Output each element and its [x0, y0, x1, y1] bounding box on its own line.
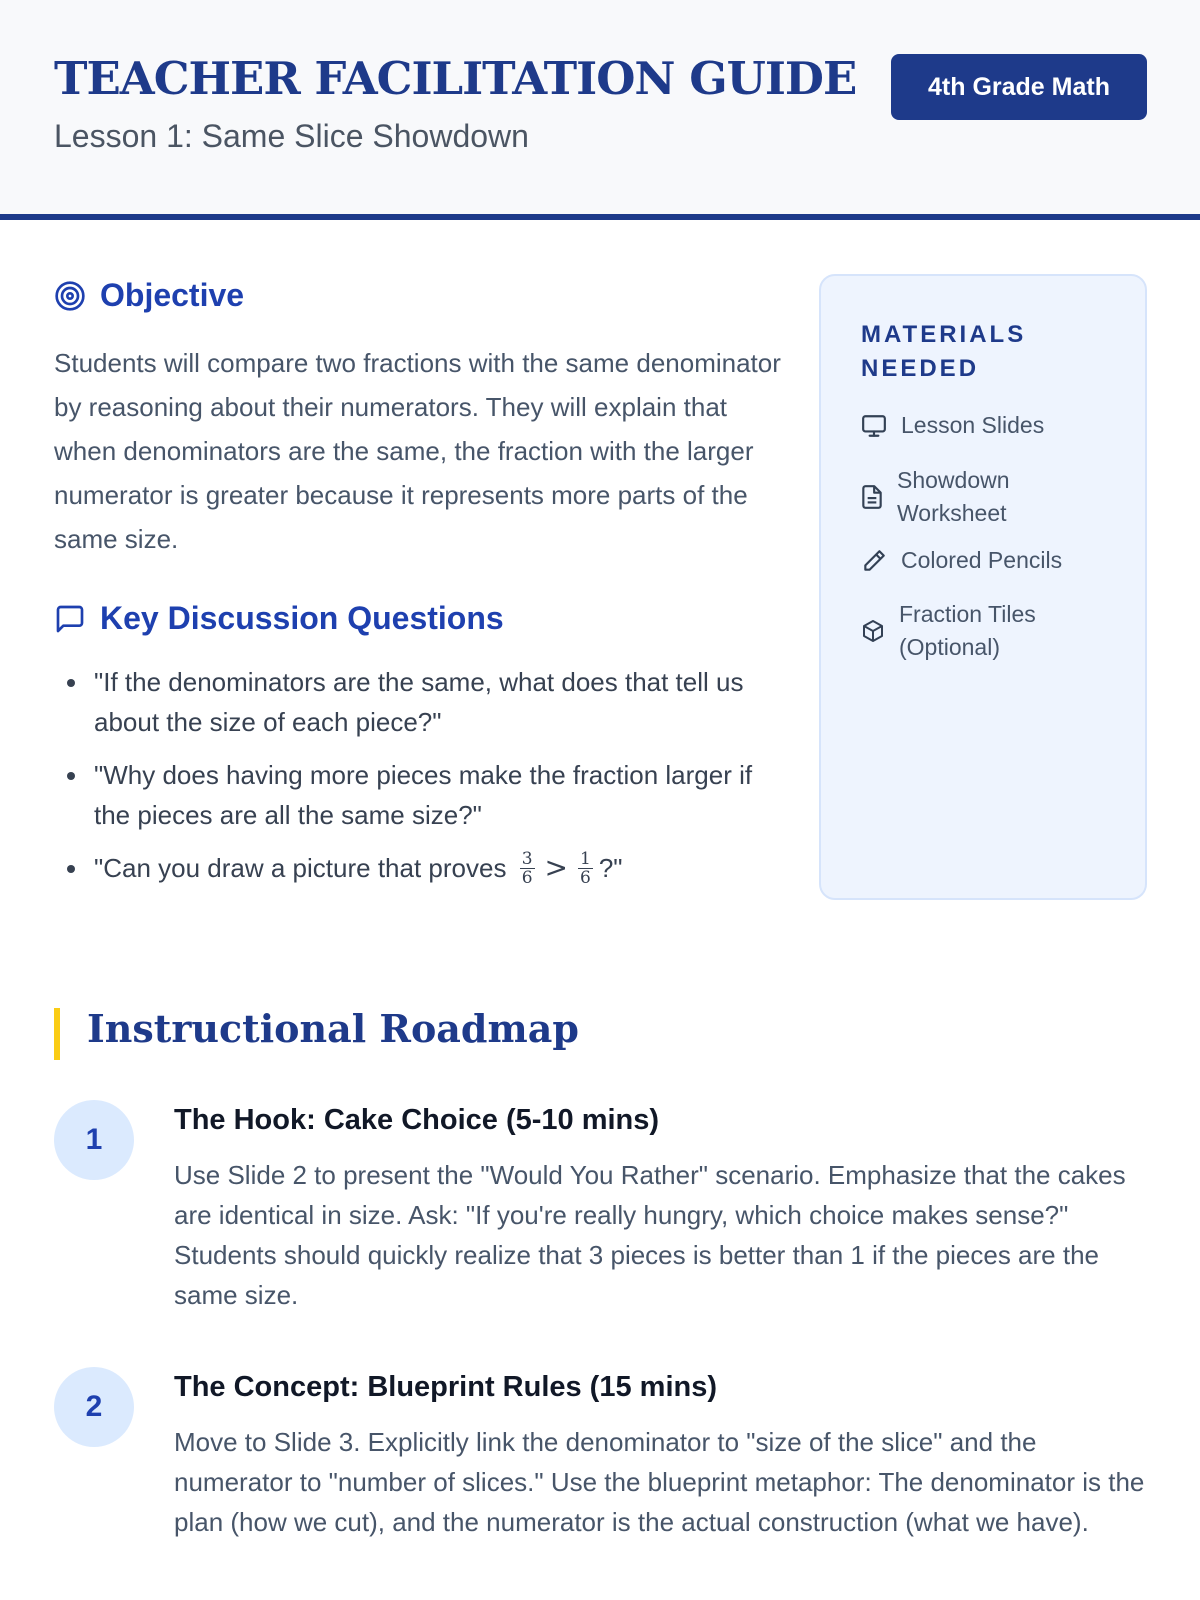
step-number-badge: 1 [54, 1100, 134, 1180]
page-header [0, 0, 1200, 220]
question-item: "Why does having more pieces make the fraction larger if the pieces are all the same size?" [54, 755, 784, 835]
step-title: The Hook: Cake Choice (5-10 mins) [174, 1104, 660, 1136]
objective-text: Students will compare two fractions with the same denominator by reasoning about their numerators. They will explain that when denominators are the same, the fraction with the larger numerator is greater because it represents more parts of the same size. [54, 348, 781, 554]
material-label: Lesson Slides [901, 412, 1045, 438]
material-label: Colored Pencils [901, 547, 1063, 573]
objective-heading [54, 277, 244, 314]
step-number-badge: 2 [54, 1367, 134, 1447]
monitor-icon [861, 413, 887, 439]
lesson-subtitle: Lesson 1: Same Slice Showdown [54, 118, 529, 154]
discussion-heading-label: Key Discussion Questions [100, 600, 504, 636]
materials-panel [819, 274, 1147, 900]
cube-icon [861, 619, 885, 643]
greater-than-sign: > [544, 851, 568, 884]
question-prefix: "Can you draw a picture that proves [94, 853, 507, 883]
roadmap-accent-bar [54, 1008, 60, 1060]
material-label: Fraction Tiles (Optional) [899, 601, 1036, 660]
step-description: Use Slide 2 to present the "Would You Rather" scenario. Emphasize that the cakes are identical in size. Ask: "If you're really hungry, which choice makes sense?" Students should quickly realize that 3 pieces is better than 1 if the pieces are the same size. [174, 1160, 1126, 1310]
fraction-numerator: 1 [579, 848, 591, 869]
document-icon [861, 484, 883, 510]
page-title: TEACHER FACILITATION GUIDE [54, 52, 857, 105]
target-icon [54, 280, 86, 312]
material-item [861, 598, 1081, 664]
fraction-denominator: 6 [521, 867, 533, 888]
question-suffix: ?" [598, 853, 623, 883]
fraction-denominator: 6 [579, 867, 591, 888]
discussion-heading [54, 600, 504, 637]
question-item [54, 848, 784, 889]
question-item: "If the denominators are the same, what does that tell us about the size of each piece?" [54, 662, 784, 742]
grade-badge: 4th Grade Math [891, 54, 1147, 120]
message-square-icon [54, 603, 86, 635]
material-item [861, 544, 1062, 577]
material-label: Showdown Worksheet [897, 467, 1010, 526]
step-title: The Concept: Blueprint Rules (15 mins) [174, 1371, 717, 1403]
roadmap-title: Instructional Roadmap [87, 1006, 579, 1051]
fraction-numerator: 3 [521, 848, 533, 869]
material-item [861, 409, 1044, 442]
discussion-questions-list [54, 662, 784, 902]
step-description: Move to Slide 3. Explicitly link the denominator to "size of the slice" and the numerator to "number of slices." Use the blueprint metaphor: The denominator is the plan (how we cut), and the numerator is the actual construction (what we have). [174, 1427, 1145, 1537]
objective-heading-label: Objective [100, 277, 245, 313]
material-item [861, 464, 1061, 530]
fraction-three-sixths [520, 850, 535, 887]
pencil-icon [861, 548, 887, 574]
materials-title: MATERIALS NEEDED [861, 321, 1027, 382]
fraction-one-sixth [578, 850, 593, 887]
